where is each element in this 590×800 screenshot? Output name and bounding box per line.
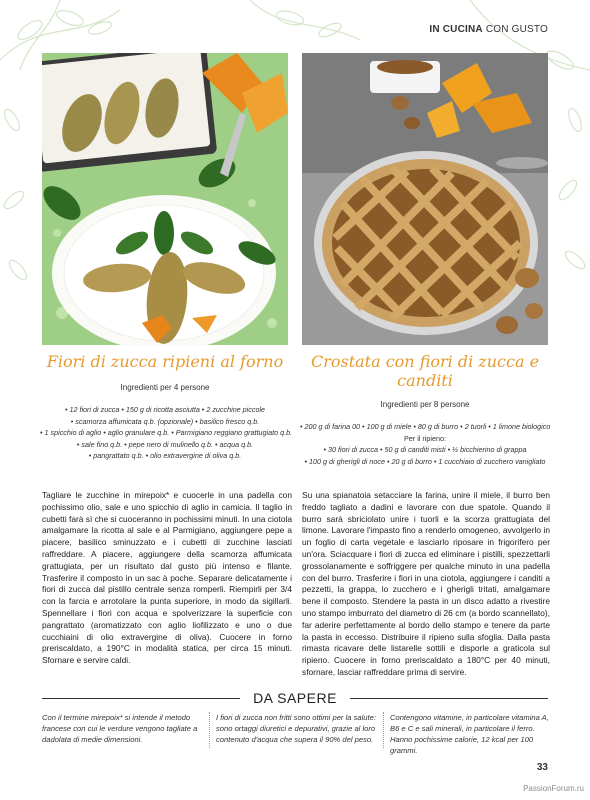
recipe-title-crostata: Crostata con fiori di zucca e canditi [310, 352, 540, 390]
section-header-rest: CON GUSTO [485, 24, 548, 35]
filling-label: Per il ripieno: [404, 433, 446, 443]
serves-label: Ingredienti per 4 persone [120, 383, 210, 392]
ingredient-line: • sale fino q.b. • pepe nero di mulinello q.b. • acqua q.b. [76, 439, 254, 449]
ingredient-line: • scamorza affumicata q.b. (opzionale) • basilico fresco q.b. [70, 416, 260, 426]
ingredient-line: • 12 fiori di zucca • 150 g di ricotta asciutta • 2 zucchine piccole [64, 405, 266, 414]
tip-mirepoix: Con il termine mirepoix* si intende il metodo francese con cui le verdure vengono tagliate a dadolata di medie dimensioni. [42, 713, 198, 744]
filling-line: • 30 fiori di zucca • 50 g di canditi misti • ½ bicchierino di grappa [323, 445, 527, 455]
divider-line [350, 698, 548, 699]
recipe-left-method: Tagliare le zucchine in mirepoix* e cuocerle in una padella con pochissimo olio, sale e uno spicchio di aglio in camicia. Il taglio in cubetti farà sì che si cuoceranno in pochissimi minuti. In una ciotola amalgamare la ricotta al sale e al Parmigiano, aggiungere pepe a piacere, basilico sminuzzato e i cubetti di zucchine lasciati raffreddare. A piacere, aggiungere della scamorza affumicata grattugiata, per un risultato dal gusto più intenso e filante. Trasferire il composto in un sac à poche. Separare delicatamente i fiori di zucca dal pistillo centrale senza romperli. Riempirli per 3/4 con la farcia e arrotolare la punta superiore, in modo da sigillarli. Spennellare i fiori con acqua e spolverizzare la superficie con pangrattato (aromatizzato con aglio liofilizzato e uno o due cucchiaini di olio extravergine di oliva). Cuocere in forno preriscaldato, a 190°C in modalità statica, per circa 15 minuti. Sfornare e servire caldi. [42, 490, 292, 666]
ingredient-line: • pangrattato q.b. • olio extravergine di oliva q.b. [88, 451, 242, 461]
ingredient-line: • 1 spicchio di aglio • aglio granulare q.b. • Parmigiano reggiano grattugiato q.b. [40, 428, 293, 438]
recipe-right-header [300, 352, 550, 467]
watermark-text: PassionForum.ru [523, 784, 584, 793]
da-sapere-title: DA SAPERE [253, 690, 337, 706]
ingredient-line: • 200 g di farina 00 • 100 g di miele • 80 g di burro • 2 tuorli • 1 limone biologico [300, 422, 551, 431]
filling-line: • 100 g di gherigli di noce • 20 g di burro • 1 cucchiaio di zucchero vanigliato [304, 456, 546, 466]
tip-vitamins: Contengono vitamine, in particolare vitamina A, B6 e C e sali minerali, in particolare il ferro. Hanno pochissime calorie, 12 kcal per 100 grammi. [390, 713, 549, 755]
recipe-title-fiori-ripieni: Fiori di zucca ripieni al forno [46, 352, 284, 371]
section-header [429, 24, 548, 35]
section-header-bold: IN CUCINA [429, 24, 483, 35]
photo-stuffed-zucchini-flowers [42, 53, 288, 345]
ingredients-list [40, 404, 293, 462]
dotted-separator [209, 712, 210, 748]
recipe-left-header [40, 352, 293, 462]
da-sapere-heading [42, 690, 548, 706]
tip-health: I fiori di zucca non fritti sono ottimi per la salute: sono ortaggi diuretici e depurativi, grazie al loro contenuto d'acqua che supera il 90% del peso. [216, 713, 376, 744]
serves-label: Ingredienti per 8 persone [380, 400, 470, 409]
photo-crostata-tart [302, 53, 548, 345]
ingredients-list [300, 421, 550, 467]
recipe-right-method: Su una spianatoia setacciare la farina, unire il miele, il burro ben freddo tagliato a dadini e lavorare con due spatole. Quando il burro sarà sbriciolato unire i tuorli e la scorza grattugiata del limone. Lavorare l'impasto fino a renderlo omogeneo, avvolgerlo in un foglio di carta vegetale e lasciarlo riposare in frigorifero per un'ora. Sciacquare i fiori di zucca ed eliminare i pistilli, spezzettarli grossolanamente e soffriggere per qualche minuto in una padella con del burro. Trasferire i fiori in una ciotola, aggiungere i canditi a pezzetti, la grappa, lo zucchero e i gherigli tritati, amalgamare bene il composto. Stendere la pasta in un disco adatto a rivestire uno stampo imburrato del diametro di 26 cm (a bordo scannellato), far aderire perfettamente al bordo dello stampo e tenere da parte la pasta in eccesso. Distribuire il ripieno sulla sfoglia. Dalla pasta rimasta ricavare delle listarelle sottili e disporle a graticola sul ripieno. Cuocere in forno preriscaldato a 180°C per 40 minuti, sfornare, lasciar raffreddare prima di servire. [302, 490, 550, 677]
page-number: 33 [536, 762, 548, 773]
dotted-separator [383, 712, 384, 748]
